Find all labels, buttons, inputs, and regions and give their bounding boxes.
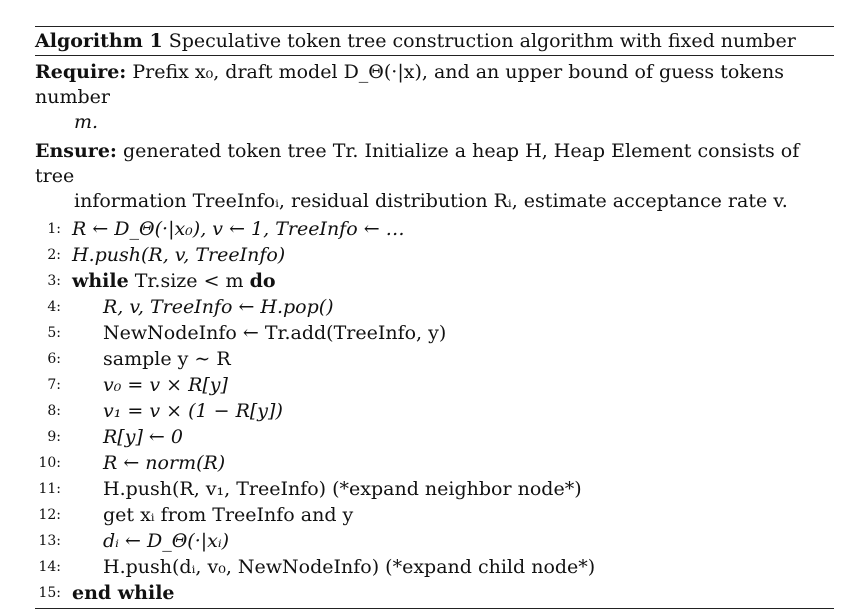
require-keyword: Require: xyxy=(35,61,127,83)
while-condition: Tr.size < m xyxy=(134,270,244,292)
line-number: 5: xyxy=(47,325,61,341)
do-keyword: do xyxy=(249,270,276,292)
line-text: H.push(dᵢ, v₀, NewNodeInfo) (*expand child node*) xyxy=(103,556,596,578)
algorithm-line xyxy=(35,346,834,372)
line-text: NewNodeInfo ← Tr.add(TreeInfo, y) xyxy=(103,322,447,344)
algorithm-line xyxy=(35,294,834,320)
line-text: R, v, TreeInfo ← H.pop() xyxy=(103,296,334,318)
algorithm-line xyxy=(35,502,834,528)
line-number: 3: xyxy=(47,273,61,289)
ensure-text-line-1: generated token tree Tr. Initialize a heap H, Heap Element consists of tree xyxy=(35,140,800,187)
algorithm-line xyxy=(35,554,834,580)
while-keyword: while xyxy=(72,270,129,292)
require-text-line-2: m. xyxy=(74,111,99,133)
line-text: v₀ = v × R[y] xyxy=(103,374,228,396)
algorithm-header xyxy=(35,27,834,55)
line-text: H.push(R, v, TreeInfo) xyxy=(72,244,286,266)
line-number: 14: xyxy=(38,559,61,575)
algorithm-line xyxy=(35,372,834,398)
line-number: 4: xyxy=(47,299,61,315)
line-number: 7: xyxy=(47,377,61,393)
line-text: R ← D_Θ(·|x₀), v ← 1, TreeInfo ← … xyxy=(72,218,405,240)
line-number: 6: xyxy=(47,351,61,367)
algorithm-line xyxy=(35,528,834,554)
require-text-line-1: Prefix x₀, draft model D_Θ(·|x), and an upper bound of guess tokens number xyxy=(35,61,785,108)
line-number: 11: xyxy=(38,481,61,497)
algorithm-line xyxy=(35,476,834,502)
line-number: 12: xyxy=(38,507,61,523)
algorithm-line xyxy=(35,242,834,268)
line-number: 15: xyxy=(38,585,61,601)
algorithm-line xyxy=(35,268,834,294)
line-number: 9: xyxy=(47,429,61,445)
algorithm-label: Algorithm 1 xyxy=(35,30,163,52)
line-number: 2: xyxy=(47,247,61,263)
line-number: 10: xyxy=(38,455,61,471)
line-number: 1: xyxy=(47,221,61,237)
line-text xyxy=(72,268,276,294)
algorithm-title: Speculative token tree construction algorithm with fixed number xyxy=(168,30,796,52)
line-text: v₁ = v × (1 − R[y]) xyxy=(103,400,283,422)
header-rule xyxy=(35,55,834,56)
line-text: H.push(R, v₁, TreeInfo) (*expand neighbor node*) xyxy=(103,478,582,500)
line-text: get xᵢ from TreeInfo and y xyxy=(103,504,354,526)
algorithm-line xyxy=(35,398,834,424)
line-text: R[y] ← 0 xyxy=(103,426,183,448)
line-text: dᵢ ← D_Θ(·|xᵢ) xyxy=(103,530,230,552)
line-number: 13: xyxy=(38,533,61,549)
line-number: 8: xyxy=(47,403,61,419)
ensure-keyword: Ensure: xyxy=(35,140,117,162)
algorithm-line xyxy=(35,580,834,606)
ensure-section xyxy=(35,139,834,214)
algorithm-block xyxy=(35,26,834,609)
line-text: end while xyxy=(72,582,175,604)
algorithm-line xyxy=(35,424,834,450)
require-section xyxy=(35,60,834,135)
algorithm-lines xyxy=(35,216,834,606)
algorithm-line xyxy=(35,450,834,476)
algorithm-line xyxy=(35,216,834,242)
line-text: R ← norm(R) xyxy=(103,452,226,474)
line-text: sample y ∼ R xyxy=(103,348,231,370)
algorithm-line xyxy=(35,320,834,346)
ensure-text-line-2: information TreeInfoᵢ, residual distribution Rᵢ, estimate acceptance rate v. xyxy=(74,190,788,212)
